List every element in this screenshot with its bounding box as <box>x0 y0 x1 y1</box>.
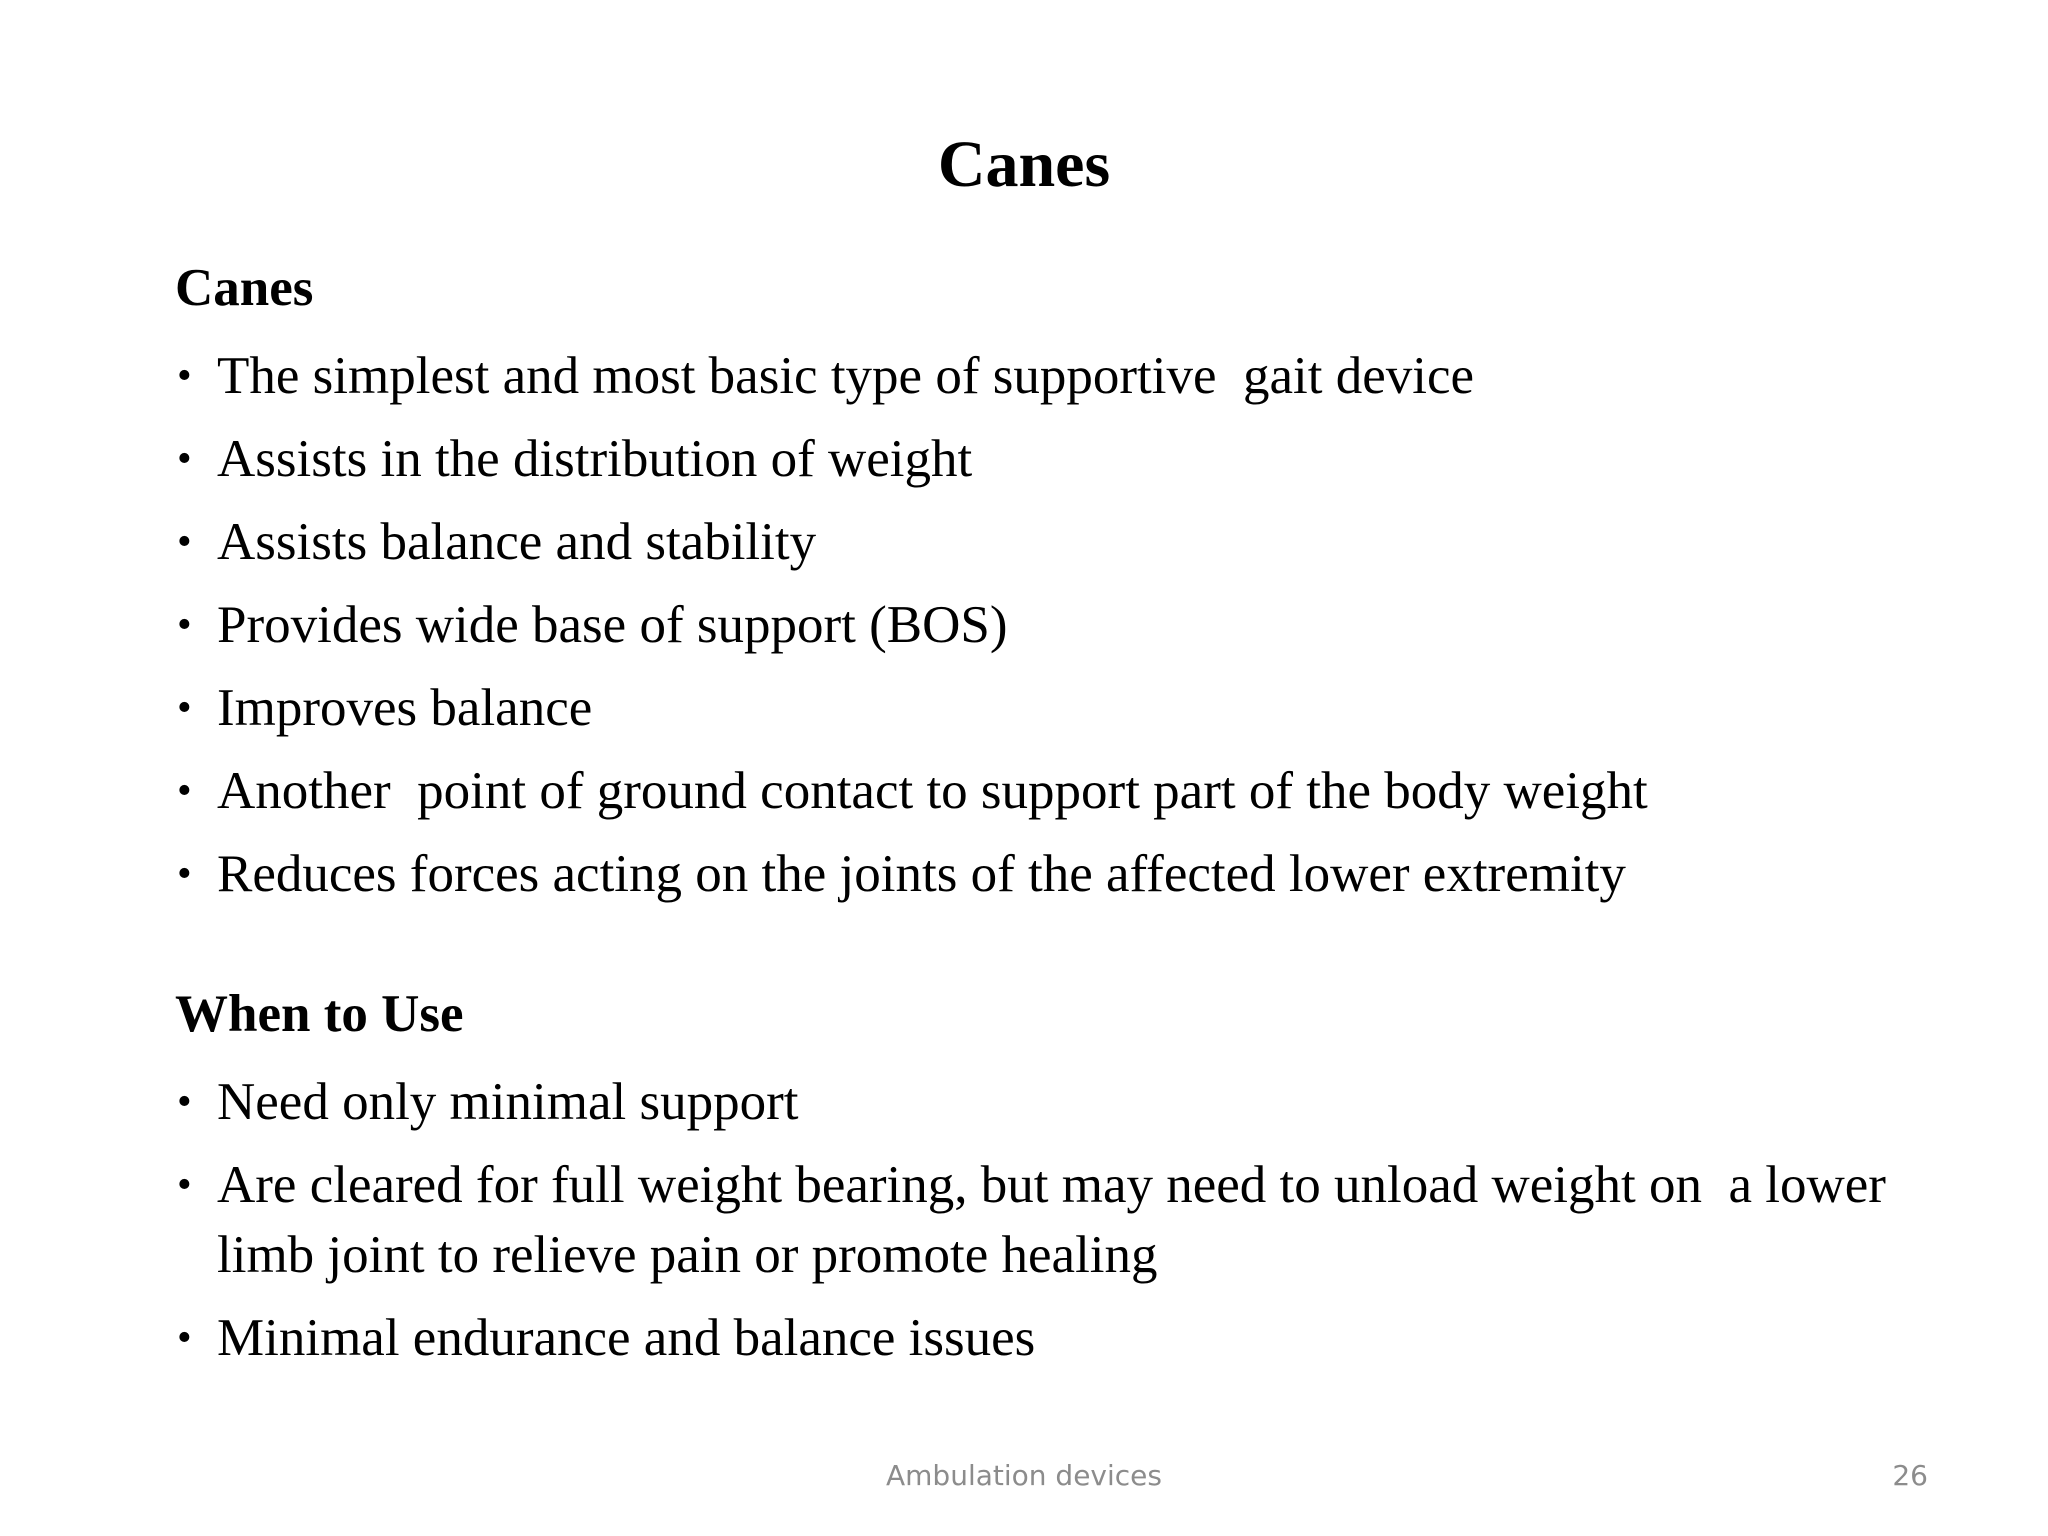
bullet-icon: • <box>177 353 192 399</box>
page-number: 26 <box>1892 1459 1928 1492</box>
section-when-to-use <box>175 974 1900 1373</box>
section-heading-when-to-use: When to Use <box>175 985 464 1043</box>
list-item <box>175 673 1895 743</box>
list-item <box>175 1150 1900 1290</box>
bullet-text: The simplest and most basic type of supportive gait device <box>217 347 1474 405</box>
bullet-text: Minimal endurance and balance issues <box>217 1309 1036 1367</box>
footer-title: Ambulation devices <box>886 1459 1162 1492</box>
bullet-icon: • <box>177 685 192 731</box>
list-item <box>175 424 1895 494</box>
bullet-text: Provides wide base of support (BOS) <box>217 596 1008 654</box>
bullet-icon: • <box>177 768 192 814</box>
bullet-icon: • <box>177 602 192 648</box>
list-item <box>175 341 1895 411</box>
bullet-icon: • <box>177 1079 192 1125</box>
slide-content <box>175 248 1900 1373</box>
section-heading-canes: Canes <box>175 259 314 317</box>
bullet-text: Need only minimal support <box>217 1073 799 1131</box>
list-item <box>175 590 1895 660</box>
bullet-list-canes <box>175 341 1895 909</box>
list-item <box>175 756 1895 826</box>
list-item <box>175 839 1895 909</box>
bullet-text: Assists in the distribution of weight <box>217 430 973 488</box>
list-item <box>175 1067 1895 1137</box>
bullet-icon: • <box>177 436 192 482</box>
bullet-icon: • <box>177 1315 192 1361</box>
bullet-icon: • <box>177 519 192 565</box>
bullet-icon: • <box>177 1162 192 1208</box>
slide-title: Canes <box>937 128 1111 201</box>
bullet-icon: • <box>177 851 192 897</box>
bullet-text: Assists balance and stability <box>217 513 817 571</box>
section-canes <box>175 248 1895 909</box>
list-item <box>175 1303 1895 1373</box>
bullet-text: Another point of ground contact to support part of the body weight <box>217 762 1648 820</box>
bullet-text: Are cleared for full weight bearing, but may need to unload weight on a lower limb joint to relieve pain or promote healing <box>217 1156 1900 1284</box>
list-item <box>175 507 1895 577</box>
bullet-text: Reduces forces acting on the joints of the affected lower extremity <box>217 845 1626 903</box>
bullet-text: Improves balance <box>217 679 593 737</box>
bullet-list-when-to-use <box>175 1067 1900 1373</box>
section-spacer <box>175 909 1895 974</box>
